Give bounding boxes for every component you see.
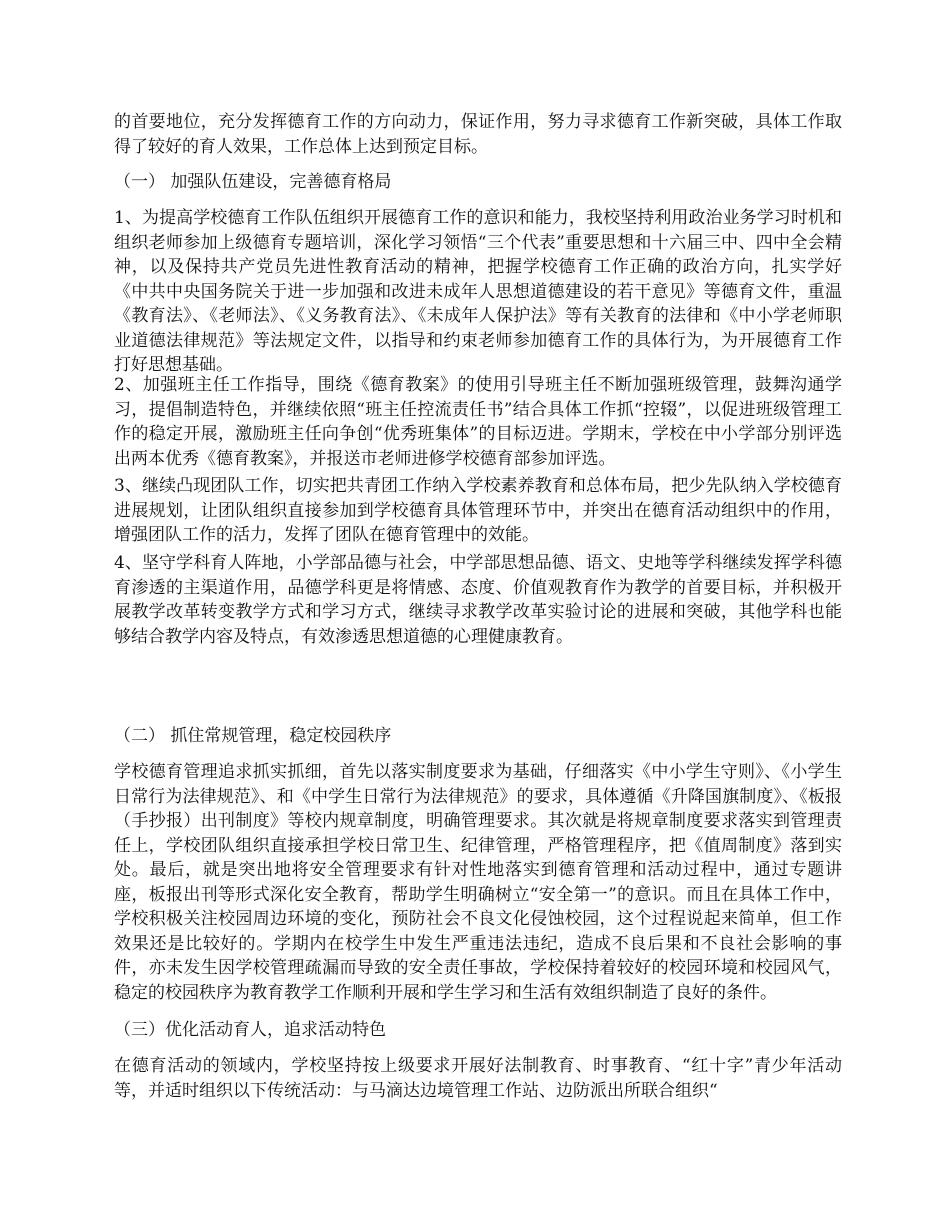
section-1-paragraph-1: 1、为提高学校德育工作队伍组织开展德育工作的意识和能力，我校坚持利用政治业务学习时机和组织老师参加上级德育专题培训，深化学习领悟“三个代表”重要思想和十六届三中、四中全会精神，以及保持共产党员先进性教育活动的精神，把握学校德育工作正确的政治方向，扎实学好《中共中央国务院关于进一步加强和改进未成年人思想道德建设的若干意见》等德育文件，重温《教育法》、《老师法》、《义务教育法》、《未成年人保护法》等有关教育的法律和《中小学老师职业道德法律规范》等法规定文件，以指导和约束老师参加德育工作的具体行为，为开展德育工作打好思想基础。 [114, 208, 842, 375]
section-3-paragraph: 在德育活动的领域内，学校坚持按上级要求开展好法制教育、时事教育、“红十字”青少年活动等，并适时组织以下传统活动：与马滴达边境管理工作站、边防派出所联合组织“ [114, 1056, 842, 1101]
section-1-paragraph-3: 3、继续凸现团队工作，切实把共青团工作纳入学校素养教育和总体布局，把少先队纳入学校德育进展规划，让团队组织直接参加到学校德育具体管理环节中，并突出在德育活动组织中的作用，增强团队工作的活力，发挥了团队在德育管理中的效能。 [114, 476, 842, 545]
section-2-heading: （二） 抓住常规管理，稳定校园秩序 [114, 726, 392, 746]
section-1-paragraph-4: 4、坚守学科育人阵地，小学部品德与社会，中学部思想品德、语文、史地等学科继续发挥学科德育渗透的主渠道作用，品德学科更是将情感、态度、价值观教育作为教学的首要目标，并积极开展教学改革转变教学方式和学习方式，继续寻求教学改革实验讨论的进展和突破，其他学科也能够结合教学内容及特点，有效渗透思想道德的心理健康教育。 [114, 553, 842, 647]
section-3-heading: （三）优化活动育人，追求活动特色 [114, 1020, 386, 1040]
section-1-paragraph-2: 2、加强班主任工作指导，围绕《德育教案》的使用引导班主任不断加强班级管理，鼓舞沟通学习，提倡制造特色，并继续依照“班主任控流责任书”结合具体工作抓“控辍”，以促进班级管理工作的稳定开展，激励班主任向争创“优秀班集体”的目标迈进。学期末，学校在中小学部分别评选出两本优秀《德育教案》，并报送市老师进修学校德育部参加评选。 [114, 375, 842, 469]
section-1-heading: （一） 加强队伍建设，完善德育格局 [114, 172, 392, 192]
intro-paragraph: 的首要地位，充分发挥德育工作的方向动力，保证作用，努力寻求德育工作新突破，具体工作取得了较好的育人效果，工作总体上达到预定目标。 [114, 112, 842, 157]
section-2-paragraph: 学校德育管理追求抓实抓细，首先以落实制度要求为基础，仔细落实《中小学生守则》、《小学生日常行为法律规范》、和《中学生日常行为法律规范》的要求，具体遵循《升降国旗制度》、《板报（手抄报）出刊制度》等校内规章制度，明确管理要求。其次就是将规章制度要求落实到管理责任上，学校团队组织直接承担学校日常卫生、纪律管理，严格管理程序，把《值周制度》落到实处。最后，就是突出地将安全管理要求有针对性地落实到德育管理和活动过程中，通过专题讲座，板报出刊等形式深化安全教育，帮助学生明确树立“安全第一”的意识。而且在具体工作中，学校积极关注校园周边环境的变化，预防社会不良文化侵蚀校园，这个过程说起来简单，但工作效果还是比较好的。学期内在校学生中发生严重违法违纪，造成不良后果和不良社会影响的事件，亦未发生因学校管理疏漏而导致的安全责任事故，学校保持着较好的校园环境和校园风气，稳定的校园秩序为教育教学工作顺利开展和学生学习和生活有效组织制造了良好的条件。 [114, 762, 842, 1003]
